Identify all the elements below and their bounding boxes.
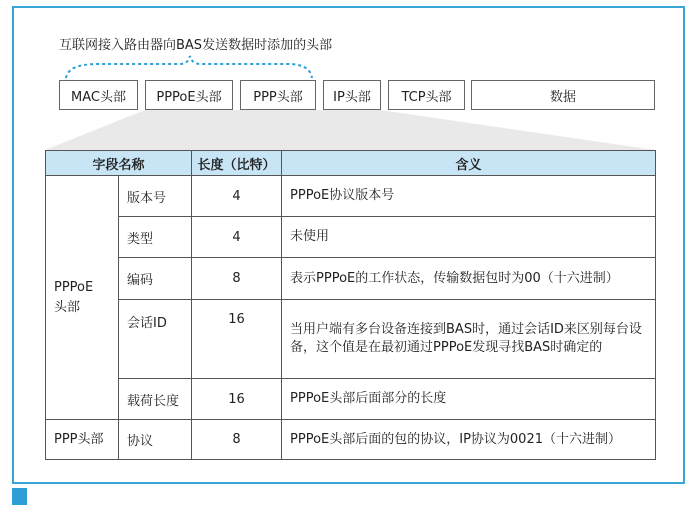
- data-box: 数据: [471, 80, 655, 110]
- table-row: [46, 176, 656, 217]
- field-length: 16: [192, 379, 282, 420]
- field-name: 版本号: [119, 176, 192, 217]
- field-name: 类型: [119, 217, 192, 258]
- figure-caption: 互联网接入路由器向BAS发送数据时添加的头部: [59, 38, 333, 53]
- field-length: 8: [192, 420, 282, 460]
- mac-header-box: MAC头部: [59, 80, 138, 110]
- ppp-header-box: PPP头部: [240, 80, 316, 110]
- field-meaning: 未使用: [282, 217, 656, 258]
- pppoe-header-box: PPPoE头部: [145, 80, 233, 110]
- field-meaning: PPPoE头部后面部分的长度: [282, 379, 656, 420]
- table-row: [46, 300, 656, 379]
- field-length: 4: [192, 217, 282, 258]
- field-meaning: 表示PPPoE的工作状态，传输数据包时为00（十六进制）: [282, 258, 656, 300]
- corner-marker: [12, 488, 27, 505]
- table-row: [46, 420, 656, 460]
- col-length: 长度（比特）: [192, 151, 282, 176]
- tcp-header-box: TCP头部: [388, 80, 465, 110]
- table-row: [46, 258, 656, 300]
- col-meaning: 含义: [282, 151, 656, 176]
- col-field-name: 字段名称: [46, 151, 192, 176]
- field-name: 会话ID: [119, 300, 192, 379]
- field-length: 16: [192, 300, 282, 379]
- field-length: 4: [192, 176, 282, 217]
- group-pppoe-header: PPPoE 头部: [46, 176, 119, 420]
- field-meaning: 当用户端有多台设备连接到BAS时，通过会话ID来区别每台设备，这个值是在最初通过PPPoE发现寻找BAS时确定的: [282, 300, 656, 379]
- field-name: 编码: [119, 258, 192, 300]
- field-name: 协议: [119, 420, 192, 460]
- table-row: [46, 217, 656, 258]
- pppoe-field-table: [45, 150, 656, 460]
- field-length: 8: [192, 258, 282, 300]
- group-ppp-header: PPP头部: [46, 420, 119, 460]
- field-meaning: PPPoE头部后面的包的协议，IP协议为0021（十六进制）: [282, 420, 656, 460]
- table-row: [46, 379, 656, 420]
- field-meaning: PPPoE协议版本号: [282, 176, 656, 217]
- field-name: 载荷长度: [119, 379, 192, 420]
- ip-header-box: IP头部: [323, 80, 381, 110]
